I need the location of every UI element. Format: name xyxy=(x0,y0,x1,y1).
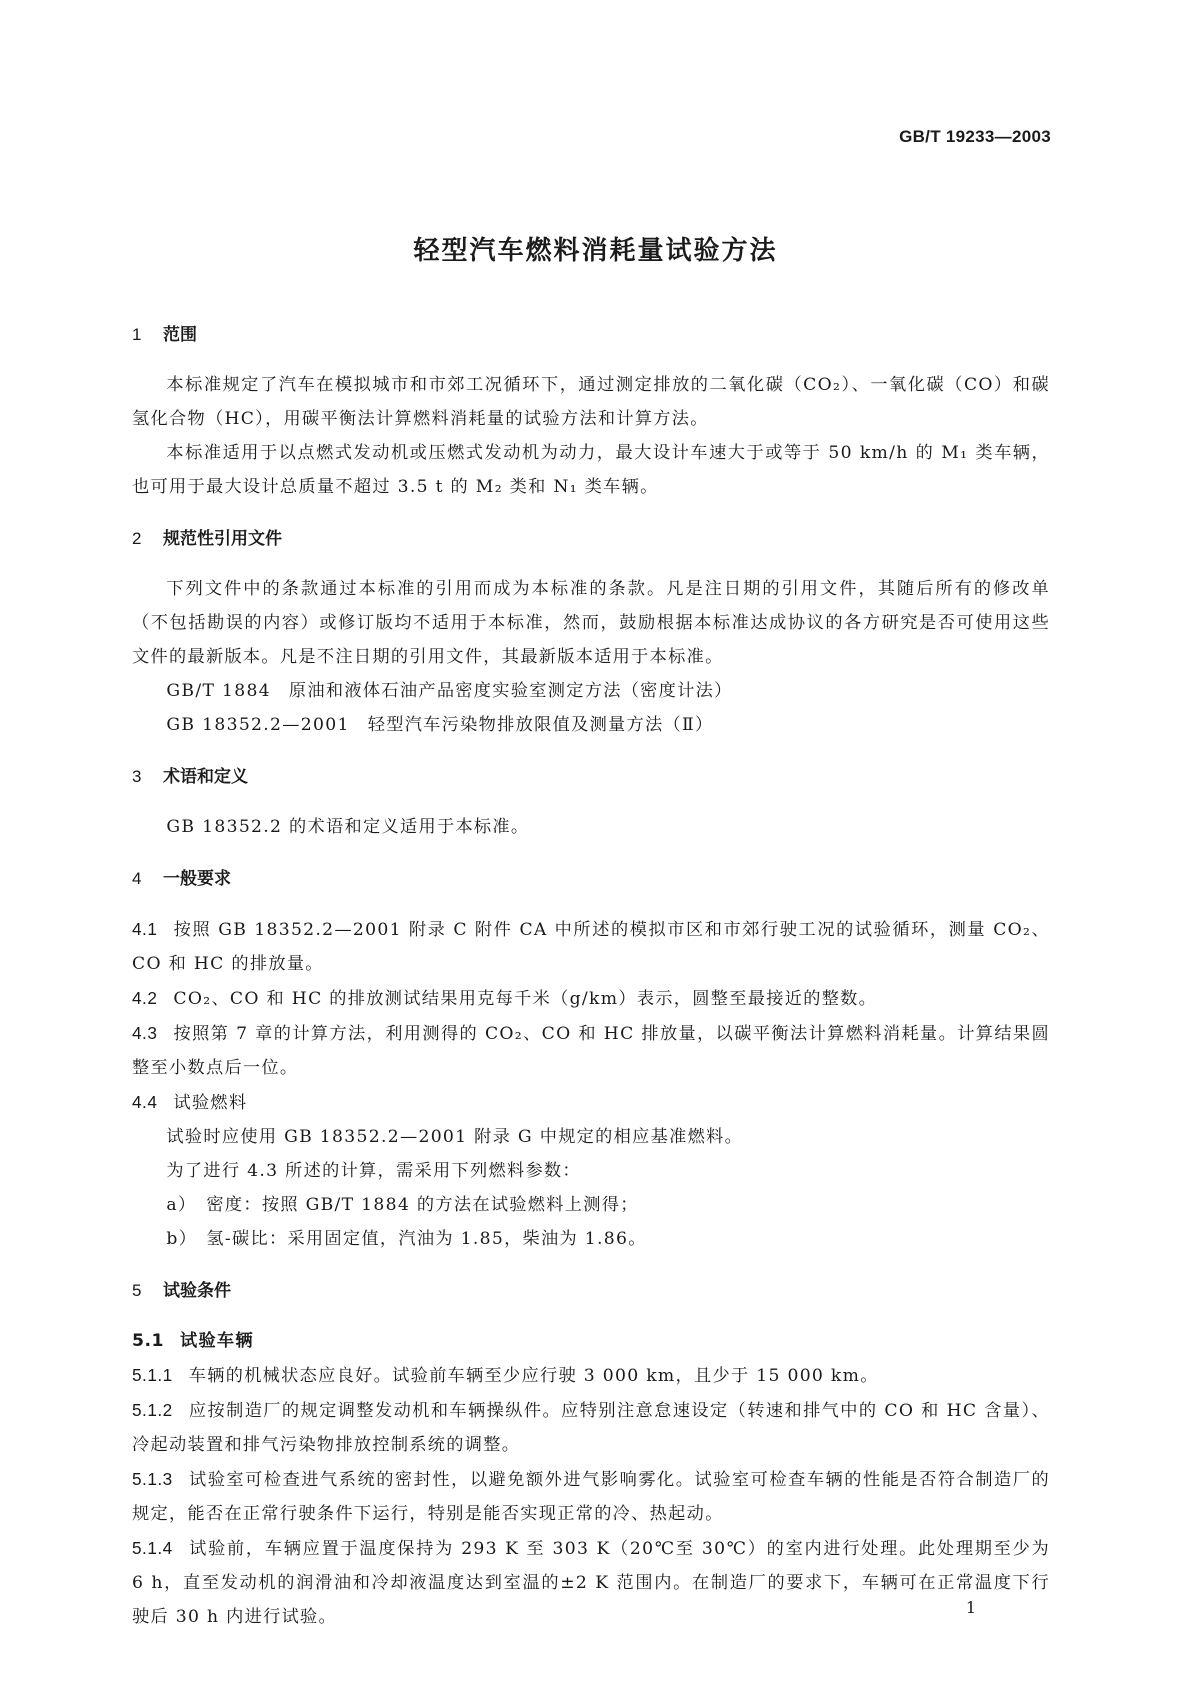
list-item: b） 氢-碳比：采用固定值，汽油为 1.85，柴油为 1.86。 xyxy=(166,1229,647,1249)
paragraph: 本标准适用于以点燃式发动机或压燃式发动机为动力，最大设计车速大于或等于 50 km/h 的 M₁ 类车辆，也可用于最大设计总质量不超过 3.5 t 的 M₂ 类和 N₁ 类车辆。 xyxy=(132,443,1050,497)
clause: 5.1.3 试验室可检查进气系统的密封性，以避免额外进气影响雾化。试验室可检查车辆的性能是否符合制造厂的规定，能否在正常行驶条件下运行，特别是能否实现正常的冷、热起动。 xyxy=(132,1469,1050,1524)
clause: 5.1.4 试验前，车辆应置于温度保持为 293 K 至 303 K（20℃至 30℃）的室内进行处理。此处理期至少为 6 h，直至发动机的润滑油和冷却液温度达到室温的±2 K 范围内。在制造厂的要求下，车辆可在正常温度下行驶后 30 h 内进行试验。 xyxy=(132,1538,1050,1627)
reference-item: GB 18352.2—2001 轻型汽车污染物排放限值及测量方法（Ⅱ） xyxy=(166,715,714,735)
clause: 4.1 按照 GB 18352.2—2001 附录 C 附件 CA 中所述的模拟市区和市郊行驶工况的试验循环，测量 CO₂、CO 和 HC 的排放量。 xyxy=(132,919,1050,974)
section-heading: 3 术语和定义 xyxy=(132,767,248,787)
section-heading: 1 范围 xyxy=(132,325,197,345)
clause: 4.2 CO₂、CO 和 HC 的排放测试结果用克每千米（g/km）表示，圆整至最接近的整数。 xyxy=(132,988,878,1009)
page-number: 1 xyxy=(965,1598,976,1617)
clause: 4.3 按照第 7 章的计算方法，利用测得的 CO₂、CO 和 HC 排放量，以碳平衡法计算燃料消耗量。计算结果圆整至小数点后一位。 xyxy=(132,1023,1050,1078)
reference-item: GB/T 1884 原油和液体石油产品密度实验室测定方法（密度计法） xyxy=(166,681,733,701)
paragraph: GB 18352.2 的术语和定义适用于本标准。 xyxy=(166,817,530,837)
section-heading: 5 试验条件 xyxy=(132,1281,231,1301)
clause: 4.4 试验燃料 xyxy=(132,1092,248,1113)
paragraph: 试验时应使用 GB 18352.2—2001 附录 G 中规定的相应基准燃料。 xyxy=(166,1127,744,1147)
paragraph: 为了进行 4.3 所述的计算，需采用下列燃料参数： xyxy=(166,1161,581,1181)
section-heading: 2 规范性引用文件 xyxy=(132,529,282,549)
paragraph: 下列文件中的条款通过本标准的引用而成为本标准的条款。凡是注日期的引用文件，其随后所有的修改单（不包括勘误的内容）或修订版均不适用于本标准，然而，鼓励根据本标准达成协议的各方研究是否可使用这些文件的最新版本。凡是不注日期的引用文件，其最新版本适用于本标准。 xyxy=(132,579,1050,667)
document-body xyxy=(132,318,1050,1634)
subsection-heading: 5.1 试验车辆 xyxy=(132,1331,254,1351)
standard-number: GB/T 19233—2003 xyxy=(899,127,1051,146)
section-heading: 4 一般要求 xyxy=(132,869,231,889)
document-title: 轻型汽车燃料消耗量试验方法 xyxy=(413,236,778,266)
paragraph: 本标准规定了汽车在模拟城市和市郊工况循环下，通过测定排放的二氧化碳（CO₂）、一氧化碳（CO）和碳氢化合物（HC），用碳平衡法计算燃料消耗量的试验方法和计算方法。 xyxy=(132,375,1050,429)
clause: 5.1.1 车辆的机械状态应良好。试验前车辆至少应行驶 3 000 km，且少于 15 000 km。 xyxy=(132,1365,879,1386)
clause: 5.1.2 应按制造厂的规定调整发动机和车辆操纵件。应特别注意怠速设定（转速和排气中的 CO 和 HC 含量）、冷起动装置和排气污染物排放控制系统的调整。 xyxy=(132,1400,1050,1455)
list-item: a） 密度：按照 GB/T 1884 的方法在试验燃料上测得； xyxy=(166,1195,639,1215)
